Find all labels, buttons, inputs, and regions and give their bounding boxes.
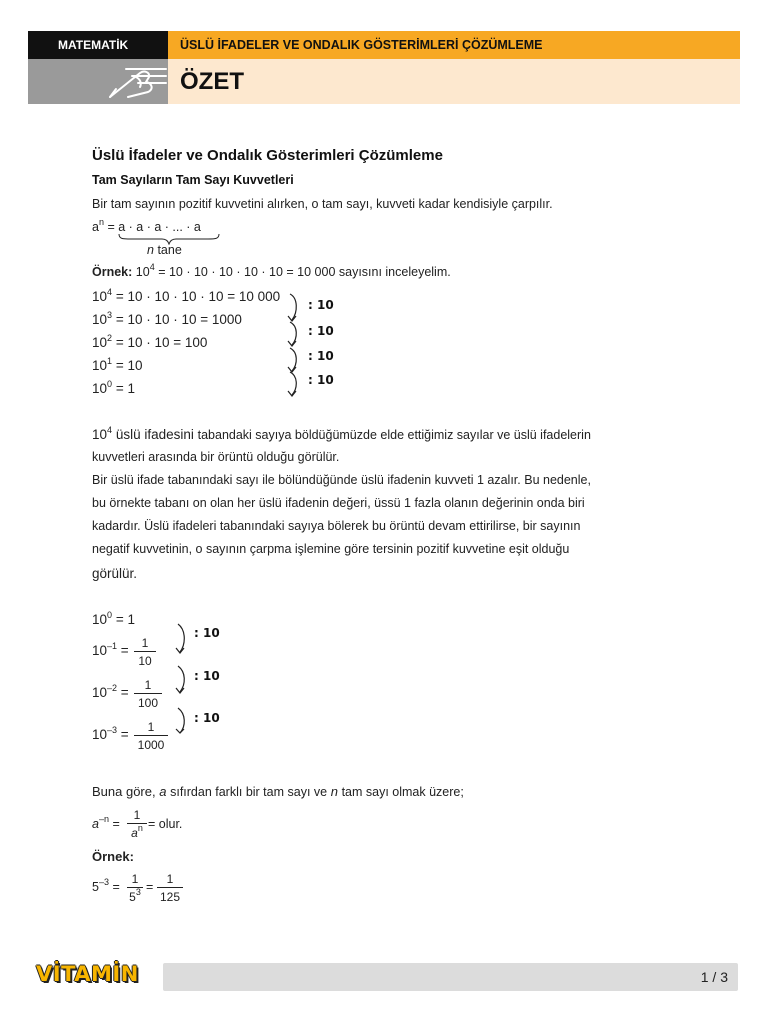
- fraction-numerator: 1: [166, 872, 174, 886]
- neg-power-row: $10^{-1}$ =: [92, 641, 129, 658]
- ex-exp: –3: [98, 877, 109, 887]
- header-icon-panel: [28, 59, 168, 104]
- fraction: [134, 678, 162, 710]
- rule-end: = olur.: [148, 817, 183, 831]
- power-row: $10^4 = 10 \cdot 10 \cdot 10 \cdot 10 = 10$ 000: [92, 287, 281, 304]
- conclusion-c: tam sayı olmak üzere;: [341, 785, 464, 799]
- fraction-denominator: 1000: [137, 738, 165, 752]
- paragraph-l1b: tabandaki sayıya böldüğümüzde elde ettiğimiz sayılar ve üslü ifadelerin: [197, 428, 591, 442]
- equals-sign: =: [146, 880, 154, 894]
- power-exp: 2: [107, 333, 113, 343]
- page-number: 1 / 3: [700, 969, 728, 985]
- divide-label: : 10: [194, 626, 220, 640]
- page-title: ÖZET: [180, 68, 244, 95]
- fraction-denominator: $a^n$: [131, 823, 143, 840]
- fraction: [134, 720, 168, 752]
- divide-label: : 10: [308, 324, 334, 338]
- power-rhs: = 10 · 10 = 100: [115, 335, 208, 350]
- power-exp: 4: [107, 287, 113, 297]
- power-zero-row: $10^0 = 1$: [92, 610, 135, 627]
- division-arrows: [282, 292, 308, 398]
- example1-label: Örnek:: [92, 265, 133, 279]
- section-subheading: Tam Sayıların Tam Sayı Kuvvetleri: [92, 173, 294, 187]
- fraction-numerator: 1: [133, 808, 141, 822]
- power-row: $10^2 = 10 \cdot 10 = 100$: [92, 333, 208, 350]
- divide-label: : 10: [194, 669, 220, 683]
- conclusion-text: Buna göre, a sıfırdan farklı bir tam sayı ve n tam sayı olmak üzere;: [92, 784, 464, 799]
- fraction-numerator: 1: [144, 678, 152, 692]
- n-times-label: n tane: [147, 243, 182, 257]
- den-exp: 3: [135, 887, 141, 897]
- fraction-numerator: 1: [131, 872, 139, 886]
- power-exp: 1: [107, 356, 113, 366]
- power-exp: 0: [107, 379, 113, 389]
- conclusion-a: Buna göre,: [92, 784, 156, 799]
- divide-label: : 10: [308, 298, 334, 312]
- power-exp: –2: [107, 683, 118, 693]
- conclusion-b: sıfırdan farklı bir tam sayı ve: [170, 785, 328, 799]
- paragraph-line-6: negatif kuvvetinin, o sayının çarpma işlemine göre tersinin pozitif kuvvetine eşit olduğu: [92, 542, 570, 556]
- power-formula: $a^n = a \cdot a \cdot a$ · ... · a: [92, 217, 201, 234]
- power-rhs: = 1: [115, 612, 135, 627]
- example2-expr: $5^{-3}$ =: [92, 877, 120, 894]
- power-row: $10^1 = 10$: [92, 356, 143, 373]
- writing-hand-icon: [28, 59, 168, 104]
- fraction: [134, 636, 156, 668]
- division-arrows: [170, 622, 194, 734]
- divide-label: : 10: [308, 373, 334, 387]
- paragraph-line-3: Bir üslü ifade tabanındaki sayı ile bölündüğünde üslü ifadenin kuvveti 1 azalır. Bu nedenle,: [92, 473, 591, 487]
- neg-power-row: $10^{-3}$ =: [92, 725, 129, 742]
- example1-line: Örnek: $10^4 = 10 \cdot 10 \cdot 10 \cdot 10 \cdot 10 = 10$ 000 sayısını inceleyelim.: [92, 262, 451, 279]
- ex-base: 5: [92, 880, 99, 894]
- power-row: $10^0 = 1$: [92, 379, 135, 396]
- footer-bar: [163, 963, 738, 991]
- fraction-denominator: 10: [138, 654, 152, 668]
- title-panel: [168, 59, 740, 104]
- fraction-denominator: 125: [159, 890, 181, 904]
- fraction: [127, 872, 143, 904]
- power-exp: 0: [107, 610, 113, 620]
- den-base: 5: [129, 890, 136, 904]
- power-rhs: = 1: [115, 381, 135, 396]
- divide-label: : 10: [194, 711, 220, 725]
- example2-label: Örnek:: [92, 849, 134, 864]
- paragraph-line-1: $10^4$ üslü ifadesini tabandaki sayıya böldüğümüzde elde ettiğimiz sayılar ve üslü ifadelerin: [92, 425, 591, 442]
- power-rhs: = 10 · 10 · 10 · 10 = 10 000: [115, 289, 281, 304]
- paragraph-line-2: kuvvetleri arasında bir örüntü olduğu görülür.: [92, 450, 340, 464]
- fraction-denominator: [127, 887, 143, 904]
- power-row: $10^3 = 10 \cdot 10 \cdot 10 = 1000$: [92, 310, 242, 327]
- fraction-numerator: 1: [147, 720, 155, 734]
- power-exp: –1: [107, 641, 118, 651]
- power-exp: 3: [107, 310, 113, 320]
- subject-label: MATEMATİK: [28, 31, 168, 59]
- power-rhs: = 10 · 10 · 10 = 1000: [115, 312, 242, 327]
- fraction-numerator: 1: [141, 636, 149, 650]
- paragraph-line-4: bu örnekte tabanı on olan her üslü ifadenin değeri, üssü 1 fazla olanın değerinin onda biri: [92, 496, 585, 510]
- example1-rest: = 10 · 10 · 10 · 10 · 10 = 10 000 sayısını inceleyelim.: [158, 265, 451, 279]
- neg-power-row: $10^{-2}$ =: [92, 683, 129, 700]
- paragraph-line-5: kadardır. Üslü ifadeleri tabanındaki sayıya bölerek bu örüntü devam ettirilirse, bir sayının: [92, 519, 581, 533]
- fraction-denominator: 100: [137, 696, 159, 710]
- n-times-text: tane: [157, 243, 182, 257]
- power-formula-rhs: a · a · a · ... · a: [118, 220, 201, 234]
- paragraph-line-7: görülür.: [92, 566, 138, 581]
- fraction: [127, 808, 147, 840]
- vitamin-logo: VİTAMİN: [36, 962, 139, 986]
- topic-banner: ÜSLÜ İFADELER VE ONDALIK GÖSTERİMLERİ ÇÖZÜMLEME: [168, 31, 740, 59]
- divide-label: : 10: [308, 349, 334, 363]
- section-heading: Üslü İfadeler ve Ondalık Gösterimleri Çözümleme: [92, 147, 443, 164]
- paragraph-l1a: üslü ifadesini: [115, 427, 194, 442]
- power-exp: –3: [107, 725, 118, 735]
- intro-text: Bir tam sayının pozitif kuvvetini alırken, o tam sayı, kuvveti kadar kendisiyle çarpılır.: [92, 197, 553, 211]
- fraction: [157, 872, 183, 904]
- power-rhs: = 10: [115, 358, 143, 373]
- negative-power-rule: $a^{-n}$ =: [92, 814, 120, 831]
